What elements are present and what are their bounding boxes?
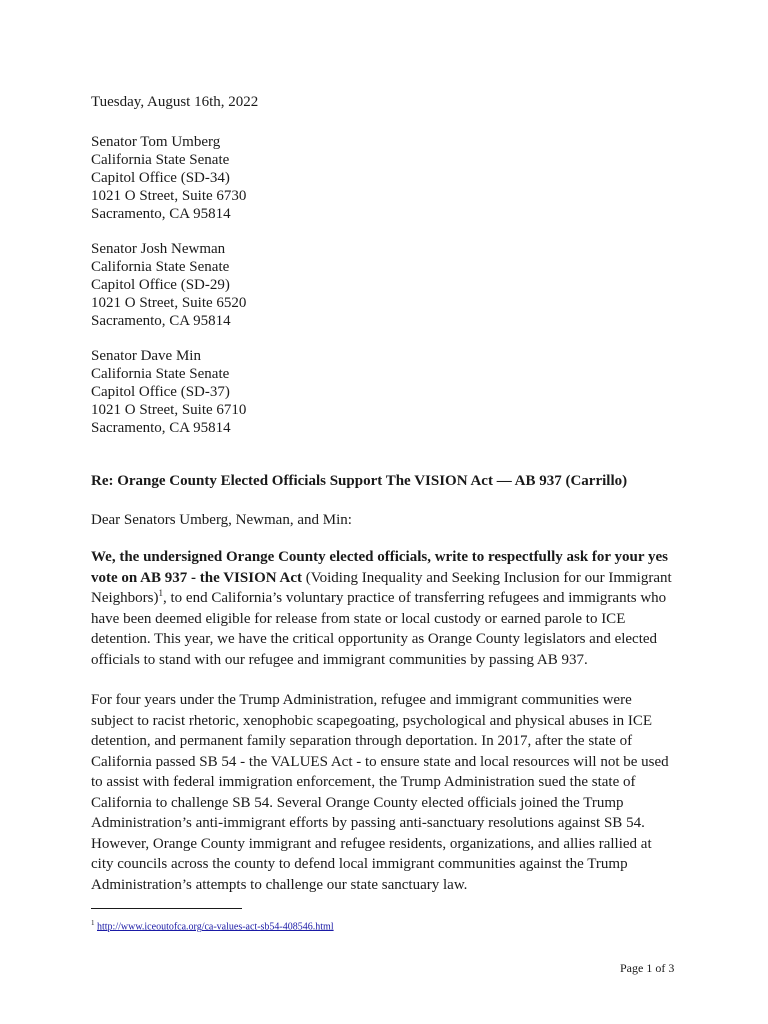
address-line: California State Senate bbox=[91, 152, 230, 168]
subject-line: Re: Orange County Elected Officials Support The VISION Act — AB 937 (Carrillo) bbox=[91, 473, 628, 489]
paragraph-line: detention. This year, we have the critical opportunity as Orange County legislators and elected bbox=[91, 631, 658, 647]
bold-text: vote on AB 937 - the VISION Act bbox=[91, 569, 302, 586]
paragraph-intro bbox=[91, 547, 681, 670]
address-line: Sacramento, CA 95814 bbox=[91, 313, 231, 329]
paragraph-line: officials to stand with our refugee and immigrant communities by passing AB 937. bbox=[91, 651, 588, 668]
salutation: Dear Senators Umberg, Newman, and Min: bbox=[91, 512, 352, 528]
address-line: Senator Tom Umberg bbox=[91, 134, 221, 150]
address-line: Capitol Office (SD-37) bbox=[91, 384, 230, 400]
letter-date: Tuesday, August 16th, 2022 bbox=[91, 94, 259, 110]
address-line: Capitol Office (SD-34) bbox=[91, 170, 230, 186]
recipient-address-min bbox=[91, 347, 246, 437]
paragraph-line: California to challenge SB 54. Several Orange County elected officials joined the Trump bbox=[91, 794, 624, 811]
footnote-link[interactable]: http://www.iceoutofca.org/ca-values-act-sb54-408546.html bbox=[97, 921, 334, 933]
paragraph-line: city councils across the county to defend local immigrant communities against the Trump bbox=[91, 856, 628, 872]
address-line: 1021 O Street, Suite 6710 bbox=[91, 402, 247, 418]
footnote-divider bbox=[91, 908, 242, 909]
paragraph-line: Administration’s anti-immigrant efforts by passing anti-sanctuary resolutions against SB 54. bbox=[91, 815, 645, 831]
body-text: (Voiding Inequality and Seeking Inclusion for our Immigrant bbox=[301, 569, 672, 586]
paragraph-background bbox=[91, 690, 681, 895]
paragraph-line: have been deemed eligible for release from state or local custody or earned parole to ICE bbox=[91, 610, 626, 627]
address-line: California State Senate bbox=[91, 259, 230, 275]
body-text: Neighbors) bbox=[91, 590, 159, 606]
recipient-address-umberg bbox=[91, 133, 246, 223]
paragraph-line: California passed SB 54 - the VALUES Act - to ensure state and local resources will not be used bbox=[91, 753, 669, 770]
page-number: Page 1 of 3 bbox=[620, 961, 675, 975]
footnote-marker: 1 bbox=[91, 919, 95, 927]
footnote bbox=[91, 917, 334, 933]
body-text: , to end California’s voluntary practice of transferring refugees and immigrants who bbox=[163, 590, 667, 606]
address-line: Sacramento, CA 95814 bbox=[91, 206, 231, 222]
paragraph-line bbox=[91, 568, 681, 589]
footnote-reference[interactable]: 1 bbox=[158, 588, 163, 598]
paragraph-line: We, the undersigned Orange County elected officials, write to respectfully ask for your yes bbox=[91, 549, 669, 565]
paragraph-line: However, Orange County immigrant and refugee residents, organizations, and allies rallied at bbox=[91, 835, 652, 852]
address-line: California State Senate bbox=[91, 366, 230, 382]
address-line: Senator Dave Min bbox=[91, 348, 201, 364]
address-line: Sacramento, CA 95814 bbox=[91, 420, 231, 436]
paragraph-line bbox=[91, 588, 681, 609]
paragraph-line: subject to racist rhetoric, xenophobic scapegoating, psychological and physical abuses in ICE bbox=[91, 712, 653, 729]
paragraph-line: to assist with federal immigration enforcement, the Trump Administration sued the state of bbox=[91, 774, 636, 790]
address-line: Capitol Office (SD-29) bbox=[91, 277, 230, 293]
recipient-address-newman bbox=[91, 240, 246, 330]
address-line: Senator Josh Newman bbox=[91, 241, 226, 257]
paragraph-line: detention, and permanent family separation through deportation. In 2017, after the state of bbox=[91, 733, 633, 749]
paragraph-line: Administration’s attempts to challenge our state sanctuary law. bbox=[91, 876, 468, 893]
address-line: 1021 O Street, Suite 6520 bbox=[91, 295, 247, 311]
address-line: 1021 O Street, Suite 6730 bbox=[91, 188, 247, 204]
paragraph-line: For four years under the Trump Administration, refugee and immigrant communities were bbox=[91, 692, 632, 708]
